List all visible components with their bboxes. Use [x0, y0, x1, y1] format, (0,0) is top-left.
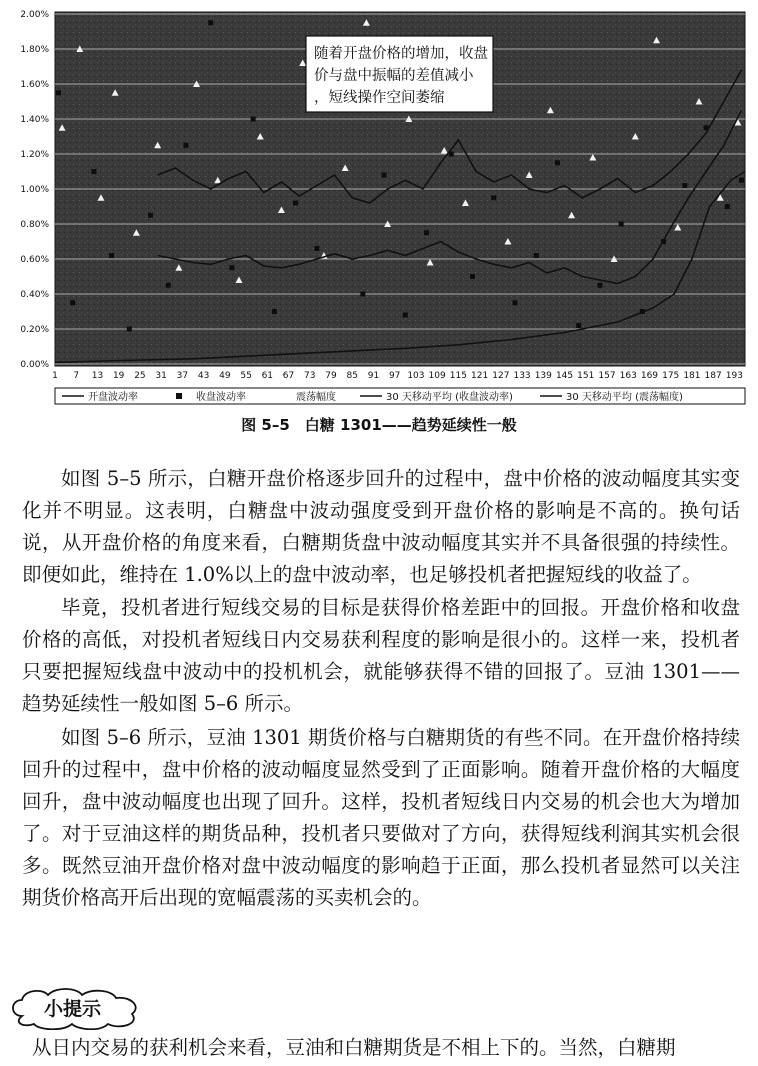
y-tick-label: 1.80% — [20, 45, 49, 55]
y-tick-label: 0.60% — [20, 255, 49, 265]
close-volatility-point — [70, 300, 75, 305]
paragraph-3: 如图 5–6 所示，豆油 1301 期货价格与白糖期货的有些不同。在开盘价格持续回升的过程中，盘中价格的波动幅度显然受到了正面影响。随着开盘价格的大幅度回升，盘中波动幅度也出现了回升。这样，投机者短线日内交易的机会也大为增加了。对于豆油这样的期货品种，投机者只要做对了方向，获得短线利润其实机会很多。既然豆油开盘价格对盘中波动幅度的影响趋于正面，那么投机者显然可以关注期货价格高开后出现的宽幅震荡的买卖机会的。 — [22, 726, 740, 909]
x-tick-label: 103 — [407, 371, 425, 381]
x-tick-label: 79 — [325, 371, 337, 381]
x-tick-label: 145 — [555, 371, 574, 381]
y-tick-label: 2.00% — [20, 10, 49, 20]
legend-label: 震荡幅度 — [296, 392, 336, 403]
x-tick-label: 157 — [598, 371, 616, 381]
volatility-chart — [0, 0, 758, 440]
close-volatility-point — [725, 204, 730, 209]
close-volatility-point — [208, 20, 213, 25]
y-tick-label: 0.80% — [20, 220, 49, 230]
x-tick-label: 97 — [388, 371, 401, 381]
close-volatility-point — [314, 246, 319, 251]
annotation-box — [306, 36, 493, 112]
x-tick-label: 73 — [304, 371, 316, 381]
close-volatility-point — [183, 143, 188, 148]
x-tick-label: 193 — [725, 371, 743, 381]
close-volatility-point — [109, 253, 114, 258]
x-tick-label: 139 — [534, 371, 552, 381]
x-tick-label: 49 — [219, 371, 231, 381]
close-volatility-point — [382, 173, 387, 178]
close-volatility-point — [251, 117, 256, 122]
annotation-text: 随着开盘价格的增加，收盘价与盘中振幅的差值减小，短线操作空间萎缩 — [314, 46, 488, 106]
x-tick-label: 91 — [367, 371, 380, 381]
y-axis-ticks — [20, 10, 49, 370]
close-volatility-point — [166, 283, 171, 288]
close-volatility-point — [682, 183, 687, 188]
x-tick-label: 55 — [240, 371, 252, 381]
close-volatility-point — [619, 222, 624, 227]
x-tick-label: 181 — [683, 371, 701, 381]
x-tick-label: 121 — [471, 371, 489, 381]
x-tick-label: 109 — [428, 371, 446, 381]
x-tick-label: 169 — [640, 371, 659, 381]
x-tick-label: 115 — [449, 371, 467, 381]
tip-text: 从日内交易的获利机会来看，豆油和白糖期货是不相上下的。当然，白糖期 — [32, 1036, 676, 1059]
close-volatility-point — [56, 90, 61, 95]
x-tick-label: 43 — [197, 371, 210, 381]
y-tick-label: 0.20% — [20, 325, 49, 335]
legend-label: 30 天移动平均 (震荡幅度) — [566, 392, 683, 403]
x-tick-label: 133 — [513, 371, 531, 381]
close-volatility-point — [640, 309, 645, 314]
x-tick-label: 127 — [492, 371, 510, 381]
close-volatility-point — [229, 265, 234, 270]
x-tick-label: 31 — [155, 371, 167, 381]
close-volatility-point — [293, 201, 298, 206]
x-tick-label: 25 — [134, 371, 146, 381]
close-volatility-point — [555, 160, 560, 165]
figure-caption: 图 5–5 白糖 1301——趋势延续性一般 — [241, 416, 517, 434]
x-tick-label: 13 — [91, 371, 104, 381]
close-volatility-point — [576, 323, 581, 328]
close-volatility-point — [424, 230, 429, 235]
tip-title: 小提示 — [44, 998, 102, 1020]
close-volatility-point — [739, 178, 744, 183]
close-volatility-point — [470, 274, 475, 279]
x-tick-label: 19 — [112, 371, 125, 381]
paragraph-1: 如图 5–5 所示，白糖开盘价格逐步回升的过程中，盘中价格的波动幅度其实变化并不明显。这表明，白糖盘中波动强度受到开盘价格的影响是不高的。换句话说，从开盘价格的角度来看，白糖期货盘中波动幅度其实并不具备很强的持续性。即便如此，维持在 1.0%以上的盘中波动率，也足够投机者把握短线的收益了。 — [22, 467, 740, 586]
x-tick-label: 175 — [662, 371, 680, 381]
y-tick-label: 0.00% — [20, 360, 49, 370]
x-tick-label: 37 — [176, 371, 189, 381]
y-tick-label: 1.60% — [20, 80, 49, 90]
x-tick-label: 187 — [704, 371, 722, 381]
close-volatility-point — [127, 327, 132, 332]
close-volatility-point — [403, 313, 408, 318]
y-tick-label: 1.40% — [20, 115, 49, 125]
legend-label: 开盘波动率 — [88, 392, 138, 403]
x-tick-label: 1 — [52, 371, 58, 381]
x-tick-label: 151 — [577, 371, 595, 381]
y-tick-label: 0.40% — [20, 290, 49, 300]
x-tick-label: 61 — [261, 371, 274, 381]
close-volatility-point — [148, 213, 153, 218]
close-volatility-point — [91, 169, 96, 174]
x-tick-label: 163 — [619, 371, 637, 381]
close-volatility-point — [597, 283, 602, 288]
close-volatility-point — [513, 300, 518, 305]
legend-square-swatch — [176, 393, 182, 399]
x-tick-label: 7 — [73, 371, 80, 381]
x-tick-label: 67 — [282, 371, 295, 381]
legend-label: 30 天移动平均 (收盘波动率) — [386, 392, 513, 403]
legend-label: 收盘波动率 — [196, 392, 246, 403]
y-tick-label: 1.00% — [20, 185, 49, 195]
y-tick-label: 1.20% — [20, 150, 49, 160]
close-volatility-point — [272, 309, 277, 314]
legend — [55, 388, 745, 404]
paragraph-2: 毕竟，投机者进行短线交易的目标是获得价格差距中的回报。开盘价格和收盘价格的高低，对投机者短线日内交易获利程度的影响是很小的。这样一来，投机者只要把握短线盘中波动中的投机机会，就能够获得不错的回报了。豆油 1301——趋势延续性一般如图 5–6 所示。 — [22, 596, 740, 715]
close-volatility-point — [534, 253, 539, 258]
x-tick-label: 85 — [346, 371, 358, 381]
x-axis-ticks — [52, 371, 743, 381]
close-volatility-point — [360, 292, 365, 297]
close-volatility-point — [491, 195, 496, 200]
